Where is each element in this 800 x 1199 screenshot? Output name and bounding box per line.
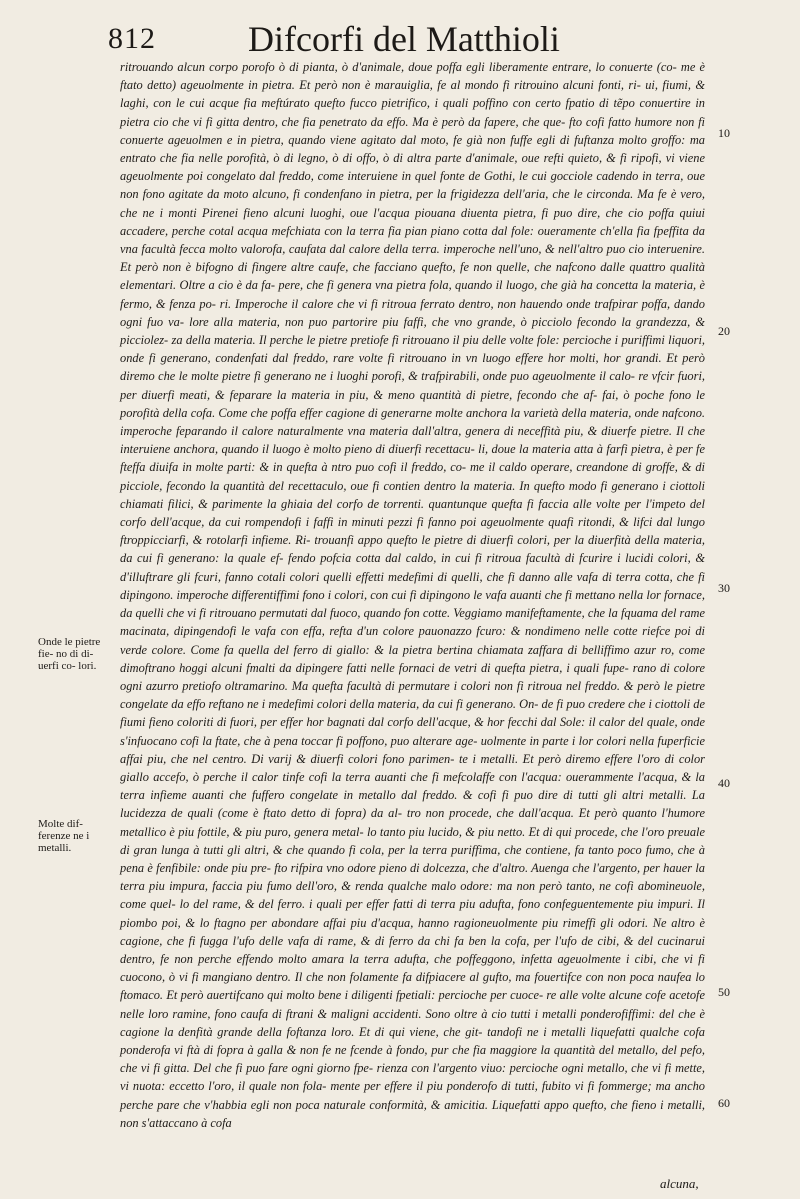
side-note-colors: Onde le pietre fie- no di di- uerfi co- lori. — [38, 636, 101, 672]
catchword: alcuna, — [660, 1176, 699, 1191]
line-number-50: 50 — [718, 985, 730, 999]
page-number: 812 — [108, 22, 156, 55]
side-note-metals: Molte dif- ferenze ne i metalli. — [38, 818, 90, 854]
line-number-60: 60 — [718, 1096, 730, 1110]
main-paragraph: ritrouando alcun corpo porofo ò di pianta, ò d'animale, doue poffa egli liberamente entrare, lo conuerte (co- me è ftato detto) ageuolmente in pietra. Et però non è marauiglia, fe al mondo fi ritrouino alcuni fonti, ri- ui, fiumi, & laghi, con le cui acque fia meftúrato quefto fucco pietrifico, i quali poffino con certo fpatio di tẽpo conuertire in pietra cio che vi fi gitta dentro, che fia penetrato da effo. Ma è però da fapere, che que- fto cofi fatto humore non fi conuerte ageuolmen e in pietra, quando viene agitato dal moto, fe già non fuffe egli di fuftanza molto groffo: ma entrato che fia nelle porofità, ò di legno, ò di offo, ò di altra parte d'animale, oue refti quieto, & fi ripofi, vi viene ageuolmente poi congelato dal freddo, come interuiene in quel fonte de Gothi, le cui gocciole cadendo in terra, oue non fono agitate da moto alcuno, fi condenfano in pietra, per la frigidezza dell'aria, che le circonda. Ma fe è vero, che ne i monti Pirenei fieno alcuni luoghi, oue l'acqua piouana diuenta pietra, fi puo dire, che cio poffa quiui accadere, perche cotal acqua mefchiata con la terra fia pian piano cotta dal fole: oueramente ch'ella fia fpeffita da vna facultà fecca molto valorofa, caufata dal calore della terra. imperoche nell'uno, & nell'altro puo cio interuenire. Et però non è bifogno di fingere altre caufe, che facciano quefto, fe non quelle, che nafcono dalle quattro qualità elementari. Oltre a cio è da fa- pere, che fi genera vna pietra fola, quando il luogo, che già ha concetta la materia, è fermo, & fenza po- ri. Imperoche il calore che vi fi ritroua ferrato dentro, non hauendo onde trafpirar poffa, dando ogni fuo va- lore alla materia, non puo partorire piu faffi, che vno grande, ò picciolo fecondo la grandezza, & picciolez- za della materia. Il perche le pietre pretiofe fi ritrouano il piu delle volte fole: percioche i puriffimi liquori, onde fi generano, condenfati dal freddo, rare volte fi ritrouano in vn luogo effere hor molti, hor grandi. Et però diremo che le molte pietre fi generano ne i luoghi porofi, & trafpirabili, onde puo ageuolmente il calo- re vfcir fuori, per diuerfi meati, & feparare la materia in piu, & meno quantità di pietre, fecondo che af- fai, ò poche fono le porofità della cofa. Come che poffa effer cagione di generarne molte anchora la varietà della materia, onde nafcono. imperoche feparando il calore naturalmente vna materia dall'altra, genera di neceffità piu, & diuerfe pietre. Il che interuiene anchora, quando il luogo è molto pieno di diuerfi recettacu- li, doue la materia atta à farfi pietra, è per fe fteffa diuifa in molte parti: & in quefta à ntro puo cofi il freddo, co- me il caldo operare, creandone di groffe, & di picciole, fecondo la quantità del recettaculo, oue fi contien dentro la materia. In quefto modo fi generano i ciottoli chiamati filici, & parimente la ghiaia del corfo de torrenti. quantunque quefta fi faccia alle volte per l'impeto del corfo dell'acque, da cui rompendofi i faffi in minuti pezzi fi fanno poi ageuolmente quafi ritondi, & lifci dal lungo ftroppicciarfi, & rotolarfi infieme. Ri- trouanfi appo quefto le pietre di diuerfi colori, per la diuerfità della materia, da cui fi generano: la quale ef- fendo pofcia cotta dal caldo, in cui fi ritroua facultà di fcurire i lucidi colori, & d'illuftrare gli fcuri, fanno cotali colori quelli effetti medefimi di quelli, che fi danno alle vafa di terra cotta, che fi dipingono. imperoche differentiffimi fono i colori, con cui fi dipingono le vafa auanti che fi mettano nella lor fornace, da quelli che vi fi ritrouano permutati dal fuoco, quando fon cotte. Veggiamo manifeftamente, che la fquama del rame macinata, dipingendofi le vafa con effa, refta d'un colore pauonazzo fcuro: & nondimeno nelle cotte riefce poi di verde colore. Come fa quella del ferro di giallo: & la pietra bertina chiamata zaffara di belliffimo azur ro, come dimoftrano hoggi alcuni fmalti da dipingere fatti nelle fornaci de vetri di quefta pietra, i quali fupe- rano di colore ogni azurro pretiofo oltramarino. Ma quefta facultà di permutare i colori non fi ritroua nel freddo. & però le pietre congelate da effo reftano ne i medefimi colori della materia, da cui fi generano. On- de fi puo credere che i ciottoli de fiumi fieno coloriti di fuori, per effer hor bagnati dal corfo dell'acque, & hor fecchi dal Sole: il calor del quale, onde s'infuocano cofi la ftate, che à pena toccar fi poffono, puo alterare age- uolmente in parte i lor colori nella fuperficie affai piu, che nel centro. Di varij & diuerfi colori fono parimen- te i metalli. Et però diremo effere l'oro di color giallo accefo, ò perche il calor tinfe cofi la terra auanti che fi mefcolaffe con l'acqua: ouerammente l'acqua, & la terra infieme auanti che fuffero congelate in metallo dal freddo. & cofi fi puo dire di tutti gli altri metalli. La lucidezza de quali (come è ftato detto di fopra) da al- tro non procede, che dall'acqua. Et però quanto l'humore metallico è piu fottile, & piu puro, genera metal- lo tanto piu lucido, & piu netto. Et di qui procede, che l'oro preuale di gran lunga à tutti gli altri, & che quando fi cola, per la terra puriffima, che contiene, fa tanto poco fumo, che à pena è fenfibile: onde piu pre- fto rifpira vno odore pieno di dolcezza, che d'altro. Auenga che l'argento, per hauer la terra piu impura, faccia piu fumo dell'oro, & renda qualche malo odore: ma non però tanto, ne cofi abomineuole, come quel- lo del rame, & del ferro. i quali per effer fatti di terra piu adufta, fono confeguentemente piu impuri. Il piombo poi, & lo ftagno per abondare affai piu d'acqua, hanno ragioneuolmente piu rimeffi gli odori. Ne altro è cagione, che fi fugga l'ufo delle vafa di rame, & di ferro da chi fa ben la cofa, per l'ufo de cibi, & del cucinarui dentro, fe non perche effendo molto amara la terra adufta, che poffeggono, infetta ageuolmente i cibi, che vi fi cuocono, ò vi fi mangiano dentro. Il che non folamente fa difpiacere al gufto, ma fouertifce con non poca naufea lo ftomaco. Et però auertifcano qui molto bene i diligenti fpetiali: percioche per cuoce- re alle volte alcune cofe acetofe nelle loro ramine, fono caufa di ftrani & maligni accidenti. Sono oltre à cio tutti i metalli ponderofiffimi: del che è cagione la denfità grande della foftanza loro. Et di qui viene, che git- tandofi ne i metalli liquefatti qualche cofa ponderofa vi ftà di fopra à galla & non fe ne fcende à fondo, pur che fia maggiore la quantità del metallo, del pefo, che vi fi gitta. Del che fi puo fare ogni giorno fpe- rienza con l'argento viuo: percioche ogni metallo, che vi fi mette, vi nuota: eccetto l'oro, il quale non fola- mente per effere il piu ponderofo di tutti, fubito vi fi fommerge; ma ancho perche pare che v'habbia egli non poca naturale conformità, & amicitia. Liquefatti appo quefto, che fieno i metalli, non s'attaccano à cofa — [120, 60, 705, 1130]
line-number-40: 40 — [718, 776, 730, 790]
running-head: Difcorfi del Matthioli — [248, 19, 560, 59]
main-text-block — [120, 58, 705, 1132]
page-header — [108, 18, 698, 58]
line-number-30: 30 — [718, 581, 730, 595]
line-number-20: 20 — [718, 324, 730, 338]
line-number-10: 10 — [718, 126, 730, 140]
